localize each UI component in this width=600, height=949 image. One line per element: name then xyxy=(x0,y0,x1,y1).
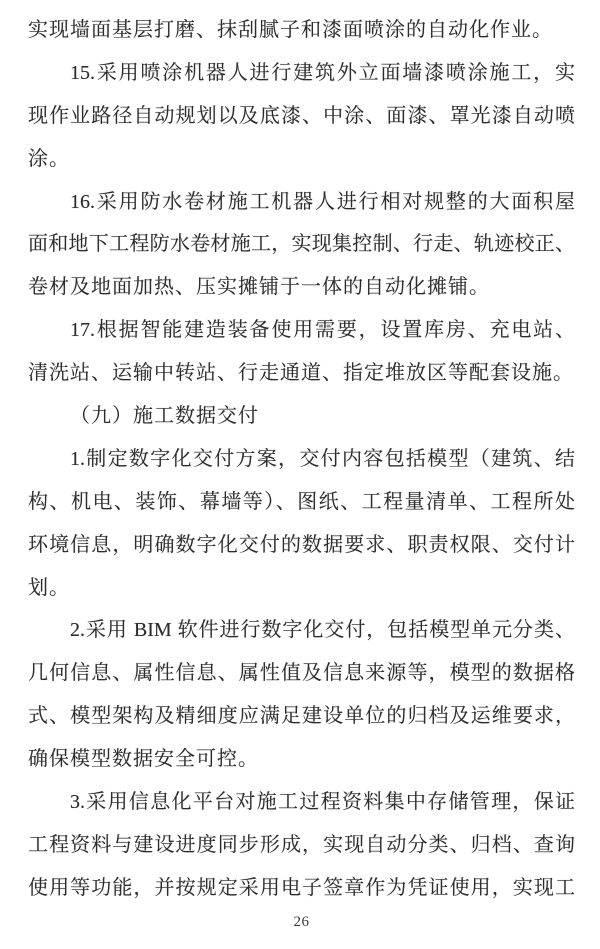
text-line: 卷材及地面加热、压实摊铺于一体的自动化摊铺。 xyxy=(28,276,490,299)
text-line: 确保模型数据安全可控。 xyxy=(28,748,259,771)
text-line: 1.制定数字化交付方案，交付内容包括模型（建筑、结 xyxy=(70,447,575,470)
text-line: 16.采用防水卷材施工机器人进行相对规整的大面积屋 xyxy=(70,190,575,213)
text-line: 3.采用信息化平台对施工过程资料集中存储管理，保证 xyxy=(70,791,575,814)
text-lines xyxy=(28,9,575,910)
text-line: 几何信息、属性信息、属性值及信息来源等，模型的数据格 xyxy=(28,662,575,685)
text-line: 面和地下工程防水卷材施工，实现集控制、行走、轨迹校正、 xyxy=(28,233,575,256)
text-line: 划。 xyxy=(28,576,70,599)
text-line: 环境信息，明确数字化交付的数据要求、职责权限、交付计 xyxy=(28,533,575,556)
page-number: 26 xyxy=(293,913,310,930)
text-line: 使用等功能，并按规定采用电子签章作为凭证使用，实现工 xyxy=(28,876,575,899)
text-line: 涂。 xyxy=(28,147,70,170)
text-line: 构、机电、装饰、幕墙等）、图纸、工程量清单、工程所处 xyxy=(28,490,575,513)
text-line: 实现墙面基层打磨、抹刮腻子和漆面喷涂的自动化作业。 xyxy=(28,19,553,41)
text-line: 清洗站、运输中转站、行走通道、指定堆放区等配套设施。 xyxy=(28,362,574,385)
text-line: 17.根据智能建造装备使用需要，设置库房、充电站、 xyxy=(70,319,575,342)
text-line: 现作业路径自动规划以及底漆、中涂、面漆、罩光漆自动喷 xyxy=(28,104,575,127)
text-line: （九）施工数据交付 xyxy=(70,405,259,428)
text-line: 式、模型架构及精细度应满足建设单位的归档及运维要求， xyxy=(28,705,575,728)
text-line: 工程资料与建设进度同步形成，实现自动分类、归档、查询 xyxy=(28,833,575,856)
text-line: 15.采用喷涂机器人进行建筑外立面墙漆喷涂施工，实 xyxy=(70,61,575,84)
text-line: 2.采用 BIM 软件进行数字化交付，包括模型单元分类、 xyxy=(70,619,575,642)
